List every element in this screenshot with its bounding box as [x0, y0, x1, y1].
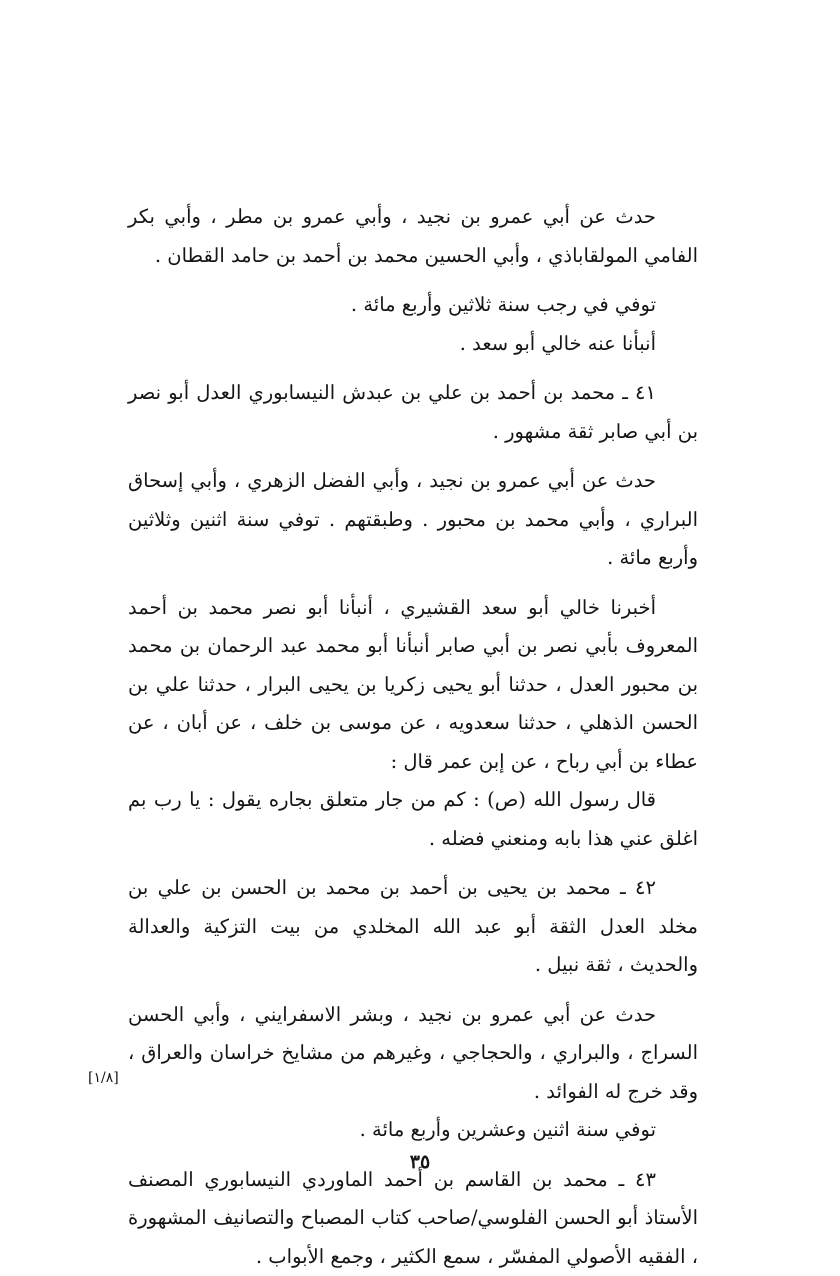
entry-41-hadith: قال رسول الله (ص) : كم من جار متعلق بجاره يقول : يا رب بم اغلق عني هذا بابه ومنعني فضله .	[128, 781, 698, 858]
entry-41-heading: ٤١ ـ محمد بن أحمد بن علي بن عبدش النيسابوري العدل أبو نصر بن أبي صابر ثقة مشهور .	[128, 374, 698, 451]
entry-42-death-date: توفي سنة اثنين وعشرين وأربع مائة .	[128, 1111, 698, 1150]
paragraph-narration-abu-amr: حدث عن أبي عمرو بن نجيد ، وأبي عمرو بن مطر ، وأبي بكر الفامي المولقاباذي ، وأبي الحسين محمد بن أحمد بن حامد القطان .	[128, 198, 698, 275]
paragraph-death-date: توفي في رجب سنة ثلاثين وأربع مائة .	[128, 286, 698, 325]
paragraph-informed-by: أنبأنا عنه خالي أبو سعد .	[128, 325, 698, 364]
page-number: ٣٥	[0, 1151, 840, 1173]
entry-42-heading: ٤٢ ـ محمد بن يحيى بن أحمد بن محمد بن الحسن بن علي بن مخلد العدل الثقة أبو عبد الله المخلدي من بيت التزكية والعدالة والحديث ، ثقة نبيل .	[128, 869, 698, 985]
margin-folio-reference: [١/٨]	[88, 1070, 119, 1086]
entry-41-narration: حدث عن أبي عمرو بن نجيد ، وأبي الفضل الزهري ، وأبي إسحاق البراري ، وأبي محمد بن محبور . وطبقتهم . توفي سنة اثنين وثلاثين وأربع مائة .	[128, 462, 698, 578]
entry-42-narration: حدث عن أبي عمرو بن نجيد ، وبشر الاسفرايني ، وأبي الحسن السراج ، والبراري ، والحجاجي ، وغيرهم من مشايخ خراسان والعراق ، وقد خرج له الفوائد .	[128, 996, 698, 1112]
body-text	[128, 198, 698, 1276]
entry-43-heading: ٤٣ ـ محمد بن القاسم بن أحمد الماوردي النيسابوري المصنف الأستاذ أبو الحسن الفلوسي/صاحب كتاب المصباح والتصانيف المشهورة ، الفقيه الأصولي المفسّر ، سمع الكثير ، وجمع الأبواب .	[128, 1161, 698, 1276]
entry-41-isnad: أخبرنا خالي أبو سعد القشيري ، أنبأنا أبو نصر محمد بن أحمد المعروف بأبي نصر بن أبي صابر أنبأنا أبو محمد عبد الرحمان بن محمد بن محبور العدل ، حدثنا أبو يحيى زكريا بن يحيى البرار ، حدثنا علي بن الحسن الذهلي ، حدثنا سعدويه ، عن موسى بن خلف ، عن أبان ، عن عطاء بن أبي رباح ، عن إبن عمر قال :	[128, 589, 698, 782]
